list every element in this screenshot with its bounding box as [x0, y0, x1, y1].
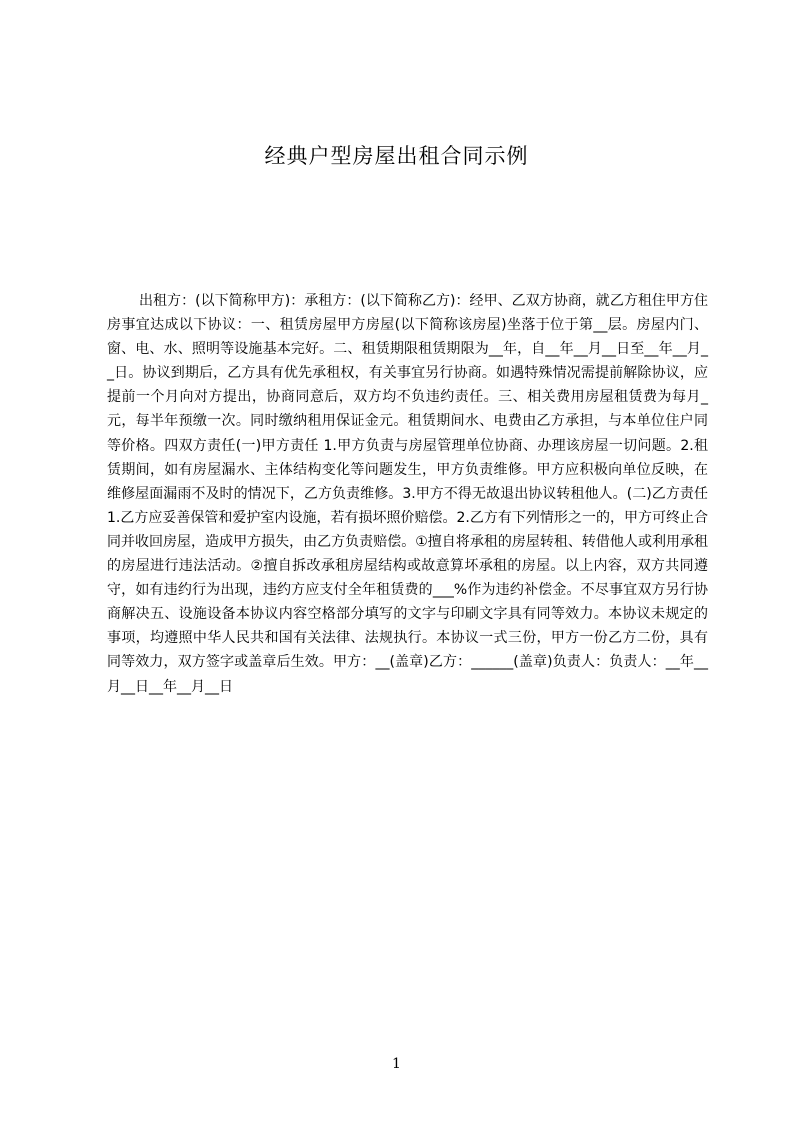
page-number: 1	[392, 1056, 401, 1072]
document-title: 经典户型房屋出租合同示例	[264, 144, 529, 168]
contract-body-text: 出租方：(以下简称甲方)：承租方：(以下简称乙方)：经甲、乙双方协商，就乙方租住甲方住房事宜达成以下协议：一、租赁房屋甲方房屋(以下简称该房屋)坐落于位于第__层。房屋内门、窗、电、水、照明等设施基本完好。二、租赁期限租赁期限为__年，自__年__月__日至__年__月__日。协议到期后，乙方具有优先承租权，有关事宜另行协商。如遇特殊情况需提前解除协议，应提前一个月向对方提出，协商同意后，双方均不负违约责任。三、相关费用房屋租赁费为每月_元，每半年预缴一次。同时缴纳租用保证金元。租赁期间水、电费由乙方承担，与本单位住户同等价格。四双方责任(一)甲方责任 1.甲方负责与房屋管理单位协商、办理该房屋一切问题。2.租赁期间，如有房屋漏水、主体结构变化等问题发生，甲方负责维修。甲方应积极向单位反映，在维修屋面漏雨不及时的情况下，乙方负责维修。3.甲方不得无故退出协议转租他人。(二)乙方责任 1.乙方应妥善保管和爱护室内设施，若有损坏照价赔偿。2.乙方有下列情形之一的，甲方可终止合同并收回房屋，造成甲方损失，由乙方负责赔偿。①擅自将承租的房屋转租、转借他人或利用承租的房屋进行违法活动。②擅自拆改承租房屋结构或故意算坏承租的房屋。以上内容，双方共同遵守，如有违约行为出现，违约方应支付全年租赁费的___%作为违约补偿金。不尽事宜双方另行协商解决五、设施设备本协议内容空格部分填写的文字与印刷文字具有同等效力。本协议未规定的事项，均遵照中华人民共和国有关法律、法规执行。本协议一式三份，甲方一份乙方二份，具有同等效力，双方签字或盖章后生效。甲方：__(盖章)乙方：______(盖章)负责人：负责人：__年__月__日__年__月__日	[107, 293, 708, 695]
